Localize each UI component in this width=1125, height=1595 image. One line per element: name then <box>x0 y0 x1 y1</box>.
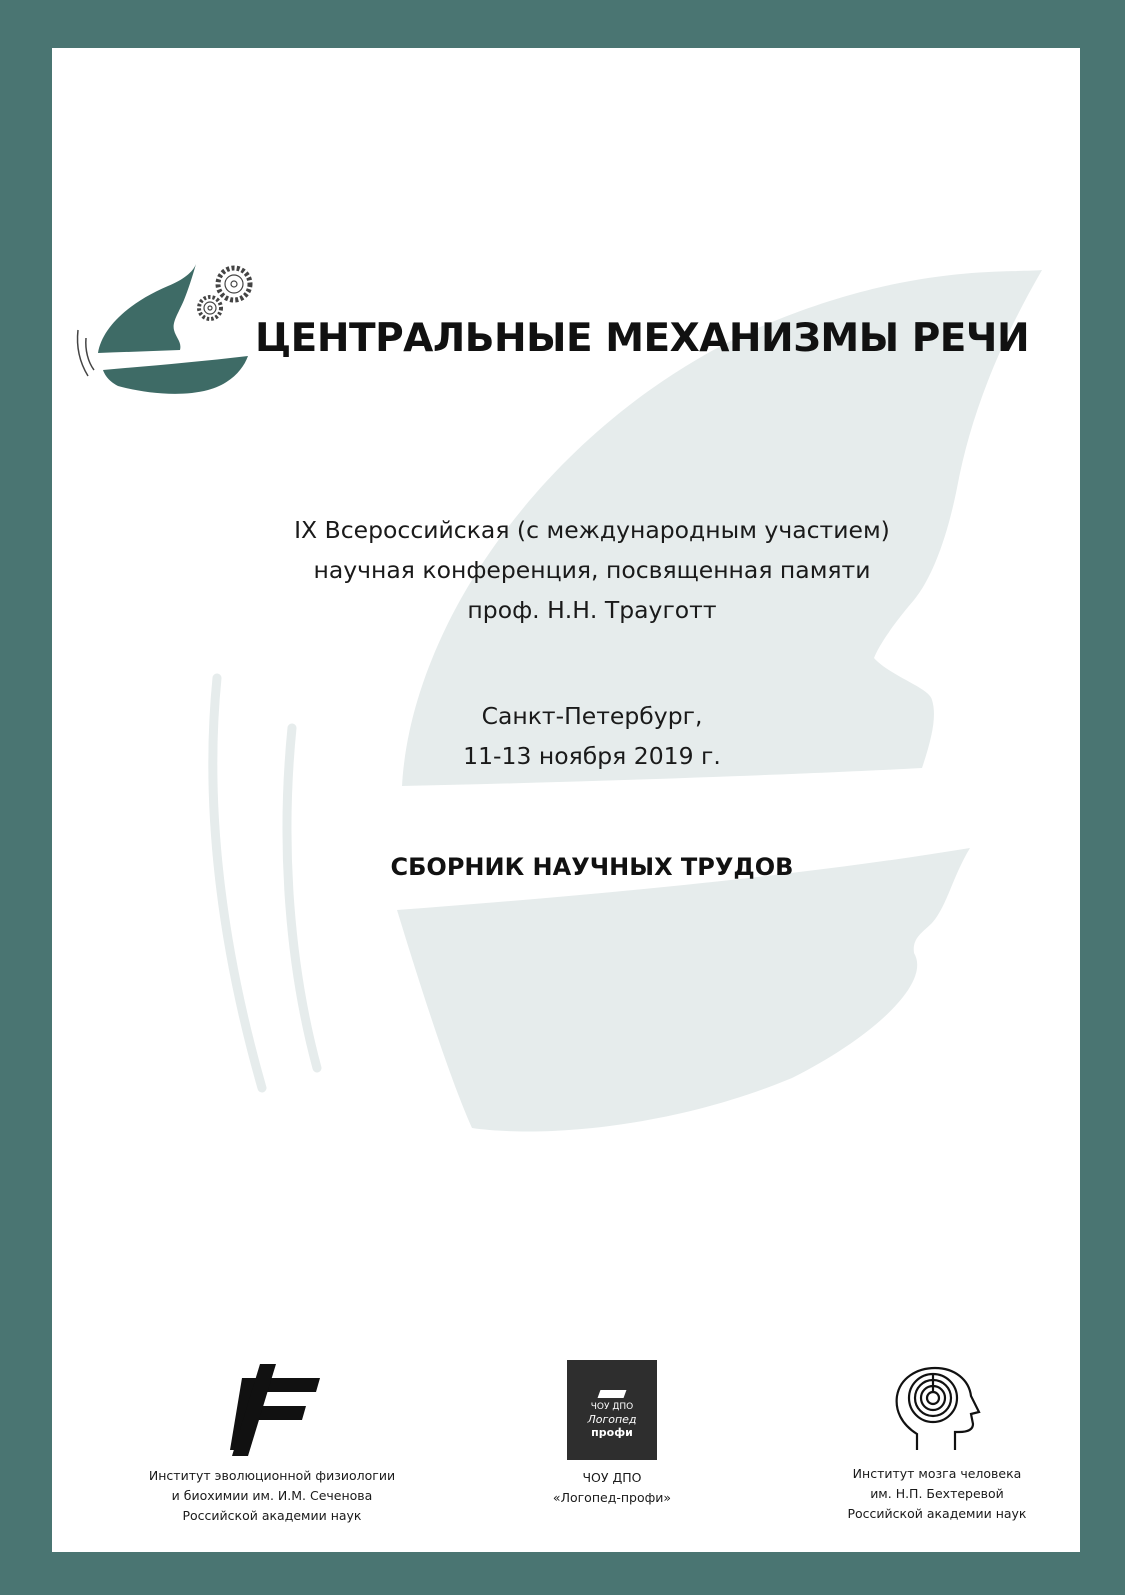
cover-page <box>52 48 1080 1552</box>
sfe-logo-icon <box>212 1358 332 1458</box>
partner-caption: ЧОУ ДПО «Логопед-профи» <box>552 1470 672 1505</box>
partner-logoped-profi <box>512 1360 712 1508</box>
conference-line: научная конференция, посвященная памяти <box>313 556 871 584</box>
page-title: ЦЕНТРАЛЬНЫЕ МЕХАНИЗМЫ РЕЧИ <box>255 316 1030 361</box>
logoped-profi-logo-icon: ЧОУ ДПО Логопед профи <box>567 1360 657 1460</box>
partner-caption: Институт мозга человека им. Н.П. Бехтеревой Российской академии наук <box>847 1466 1027 1521</box>
conference-line: IX Всероссийская (с международным участием) <box>294 516 890 544</box>
conference-city: Санкт-Петербург, <box>481 702 703 730</box>
partner-caption: Институт эволюционной физиологии и биохимии им. И.М. Сеченова Российской академии наук <box>148 1468 396 1523</box>
conference-description <box>212 510 972 630</box>
conference-place-date <box>212 696 972 776</box>
conference-line: проф. Н.Н. Трауготт <box>467 596 717 624</box>
collection-title: СБОРНИК НАУЧНЫХ ТРУДОВ <box>390 853 794 881</box>
partner-sfe <box>112 1358 432 1526</box>
brain-institute-logo-icon <box>887 1364 987 1456</box>
speech-mechanisms-logo-icon <box>68 258 258 398</box>
conference-dates: 11-13 ноября 2019 г. <box>463 742 721 770</box>
partner-brain-institute <box>807 1364 1067 1524</box>
